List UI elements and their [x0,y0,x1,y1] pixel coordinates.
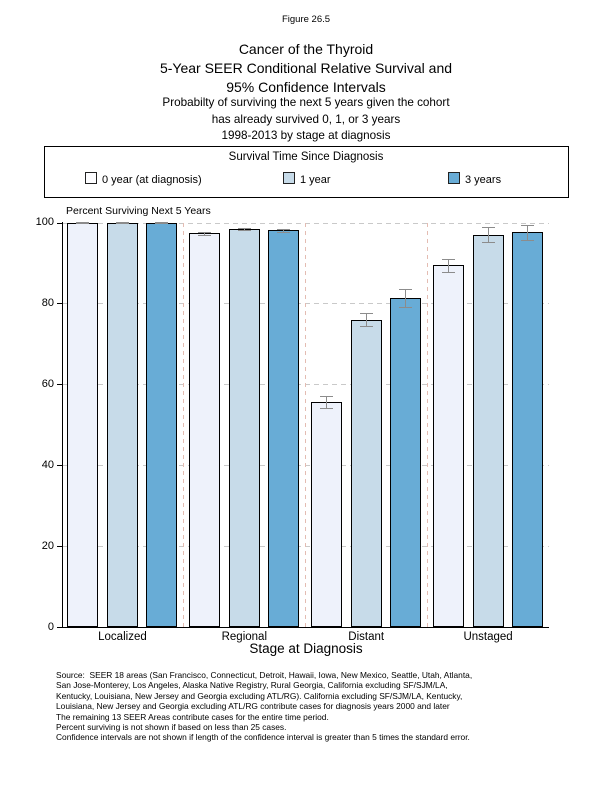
error-bar-cap-top [360,313,373,314]
legend-title: Survival Time Since Diagnosis [228,151,384,163]
footnote-line-4: Louisiana, New Jersey and Georgia excluding ATL/RG contribute cases for diagnosis years 2000 and later [56,701,450,712]
error-bar-cap-top [399,289,412,290]
x-axis-line [62,627,550,628]
bar-unstaged-2 [512,232,543,627]
y-tick-label: 80 [41,296,54,309]
legend-label-1-year: 1 year [300,174,331,186]
legend-label-0-year: 0 year (at diagnosis) [102,174,202,186]
error-bar-cap-bottom [360,326,373,327]
bar-localized-2 [146,223,177,628]
y-tick-label: 40 [41,458,54,471]
error-bar-cap-bottom [76,223,89,224]
error-bar-cap-bottom [155,223,168,224]
error-bar-line [488,227,489,242]
y-tick-label: 100 [35,216,54,228]
bar-distant-1 [351,320,382,627]
error-bar-cap-bottom [521,240,534,241]
bar-regional-2 [268,230,299,627]
subtitle-line-1: Probabilty of surviving the next 5 years given the cohort [162,96,450,109]
category-label-unstaged: Unstaged [463,631,513,643]
bar-localized-1 [107,223,138,628]
bar-unstaged-1 [473,235,504,627]
y-tick-label: 60 [41,377,54,390]
error-bar-line [326,396,327,407]
error-bar-cap-bottom [238,230,251,231]
bar-unstaged-0 [433,265,464,627]
category-label-distant: Distant [348,631,385,643]
error-bar-cap-top [198,232,211,233]
footnote-line-3: Kentucky, Louisiana, New Jersey and Georgia excluding ATL/RG). California excluding SF/SJM/LA, Kentucky, [56,690,463,701]
bar-distant-0 [311,402,342,627]
y-tick-label: 20 [41,539,54,552]
figure-number-label: Figure 26.5 [281,14,331,25]
error-bar-cap-bottom [442,272,455,273]
subtitle-line-2: has already survived 0, 1, or 3 years [211,112,401,126]
footnote-line-2: San Jose-Monterey, Los Angeles, Alaska Native Registry, Rural Georgia, California excluding SF/SJM/LA, [56,680,448,691]
bar-localized-0 [67,223,98,628]
x-axis-label: Stage at Diagnosis [249,641,363,656]
y-axis-line [62,222,63,628]
error-bar-cap-top [320,396,333,397]
error-bar-line [448,259,449,272]
error-bar-cap-bottom [320,408,333,409]
error-bar-cap-bottom [116,223,129,224]
title-line-1: Cancer of the Thyroid [238,41,374,57]
bar-regional-0 [189,233,220,627]
bar-distant-2 [390,298,421,627]
error-bar-cap-bottom [399,307,412,308]
error-bar-cap-bottom [482,242,495,243]
legend-label-3-years: 3 years [465,174,502,186]
error-bar-cap-top [482,227,495,228]
group-separator [183,223,184,628]
title-line-3: 95% Confidence Intervals [226,79,386,95]
error-bar-cap-bottom [198,235,211,236]
footnote-line-5: The remaining 13 SEER Areas contribute cases for the entire time period. [56,711,329,722]
footnote-line-1: Source: SEER 18 areas (San Francisco, Connecticut, Detroit, Hawaii, Iowa, New Mexico, Seattle, Utah, Atlanta, [56,670,473,680]
subtitle-line-3: 1998-2013 by stage at diagnosis [221,129,391,142]
category-label-regional: Regional [221,631,268,643]
error-bar-cap-top [238,228,251,229]
error-bar-line [366,313,367,327]
group-separator [427,223,428,628]
category-label-localized: Localized [98,631,147,643]
footnote-line-6: Percent surviving is not shown if based on less than 25 cases. [56,722,287,733]
source-footnotes [56,670,596,743]
footnote-line-7: Confidence intervals are not shown if length of the confidence interval is greater than 5 times the standard error. [56,732,470,743]
error-bar-line [527,225,528,240]
error-bar-cap-top [442,259,455,260]
error-bar-cap-bottom [277,232,290,233]
error-bar-cap-top [521,225,534,226]
bar-regional-1 [229,229,260,627]
y-axis-label: Percent Surviving Next 5 Years [66,205,211,217]
error-bar-line [405,289,406,307]
title-line-2: 5-Year SEER Conditional Relative Survival and [159,60,453,76]
y-tick-label: 0 [47,620,54,633]
error-bar-cap-top [277,229,290,230]
group-separator [305,223,306,628]
